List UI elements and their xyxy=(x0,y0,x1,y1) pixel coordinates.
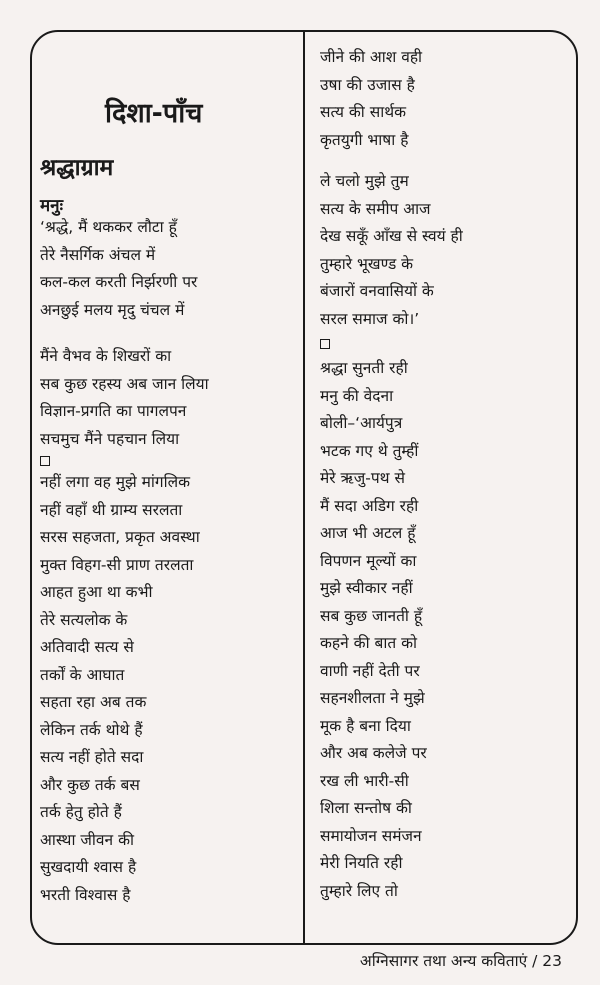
verse-line: और कुछ तर्क बस xyxy=(40,775,140,794)
verse-line: मुक्त विहग-सी प्राण तरलता xyxy=(40,555,194,574)
verse-line: सब कुछ रहस्य अब जान लिया xyxy=(40,374,209,393)
verse-line: तर्कों के आघात xyxy=(40,665,125,684)
verse-line: समायोजन समंजन xyxy=(320,826,422,845)
verse-line: मेरी नियति रही xyxy=(320,854,403,872)
verse-line: भरती विश्वास है xyxy=(40,885,131,904)
page-footer: अग्निसागर तथा अन्य कविताएं / 23 xyxy=(359,952,562,970)
verse-line: शिला सन्तोष की xyxy=(320,799,412,817)
verse-line: सरल समाज को।’ xyxy=(320,309,420,328)
verse-line: भटक गए थे तुम्हीं xyxy=(320,441,419,460)
verse-line: उषा की उजास है xyxy=(320,75,415,94)
verse-line: अतिवादी सत्य से xyxy=(40,638,134,656)
verse-line: लेकिन तर्क थोथे हैं xyxy=(40,720,143,739)
verse-line: बोली–‘आर्यपुत्र xyxy=(320,414,403,432)
chapter-heading: दिशा-पाँच xyxy=(105,98,203,129)
verse-line: देख सकूँ आँख से स्वयं ही xyxy=(320,227,463,245)
verse-line: सत्य के समीप आज xyxy=(320,199,431,218)
verse-line: आहत हुआ था कभी xyxy=(40,583,153,601)
left-stanza-1 xyxy=(40,214,197,324)
stanza-break-marker xyxy=(40,456,50,466)
verse-line: मनु की वेदना xyxy=(320,386,394,405)
right-stanza-2 xyxy=(320,168,463,333)
verse-line: सहनशीलता ने मुझे xyxy=(320,689,425,707)
verse-line: और अब कलेजे पर xyxy=(320,744,427,762)
verse-line: कल-कल करती निर्झरणी पर xyxy=(40,273,198,291)
verse-line: सचमुच मैंने पहचान लिया xyxy=(40,429,180,448)
verse-line: सत्य की सार्थक xyxy=(320,103,407,121)
verse-line: सहता रहा अब तक xyxy=(40,693,147,711)
verse-line: आज भी अटल हूँ xyxy=(320,524,416,542)
verse-line: जीने की आश वही xyxy=(320,48,423,66)
verse-line: नहीं वहाँ थी ग्राम्य सरलता xyxy=(40,500,183,519)
verse-line: सब कुछ जानती हूँ xyxy=(320,606,423,625)
verse-line: नहीं लगा वह मुझे मांगलिक xyxy=(40,473,191,491)
verse-line: ‘श्रद्धे, मैं थककर लौटा हूँ xyxy=(40,218,177,236)
verse-line: कहने की बात को xyxy=(320,634,418,652)
verse-line: मैंने वैभव के शिखरों का xyxy=(40,347,172,365)
left-stanza-3 xyxy=(40,469,200,909)
speaker-label: मनुः xyxy=(40,196,64,216)
verse-line: रख ली भारी-सी xyxy=(320,771,409,790)
verse-line: तेरे नैसर्गिक अंचल में xyxy=(40,245,156,264)
verse-line: सत्य नहीं होते सदा xyxy=(40,748,144,766)
verse-line: तुम्हारे लिए तो xyxy=(320,881,398,900)
verse-line: आस्था जीवन की xyxy=(40,830,134,849)
verse-line: ले चलो मुझे तुम xyxy=(320,172,409,190)
verse-line: मैं सदा अडिग रही xyxy=(320,496,419,515)
verse-line: बंजारों वनवासियों के xyxy=(320,282,434,300)
right-stanza-3 xyxy=(320,355,427,905)
verse-line: मुझे स्वीकार नहीं xyxy=(320,579,413,597)
section-title: श्रद्धाग्राम xyxy=(40,155,114,181)
verse-line: तर्क हेतु होते हैं xyxy=(40,803,122,821)
verse-line: विपणन मूल्यों का xyxy=(320,551,417,570)
stanza-break-marker xyxy=(320,339,330,349)
verse-line: सरस सहजता, प्रकृत अवस्था xyxy=(40,528,200,546)
verse-line: मेरे ऋजु-पथ से xyxy=(320,469,405,487)
verse-line: मूक है बना दिया xyxy=(320,716,411,735)
verse-line: अनछुई मलय मृदु चंचल में xyxy=(40,300,185,319)
right-stanza-1 xyxy=(320,44,422,154)
verse-line: तेरे सत्यलोक के xyxy=(40,610,128,629)
verse-line: श्रद्धा सुनती रही xyxy=(320,359,408,377)
column-divider xyxy=(303,30,305,945)
verse-line: विज्ञान-प्रगति का पागलपन xyxy=(40,402,187,420)
left-stanza-2 xyxy=(40,343,209,453)
verse-line: कृतयुगी भाषा है xyxy=(320,130,409,149)
verse-line: तुम्हारे भूखण्ड के xyxy=(320,254,414,273)
verse-line: सुखदायी श्वास है xyxy=(40,858,137,876)
verse-line: वाणी नहीं देती पर xyxy=(320,661,420,680)
